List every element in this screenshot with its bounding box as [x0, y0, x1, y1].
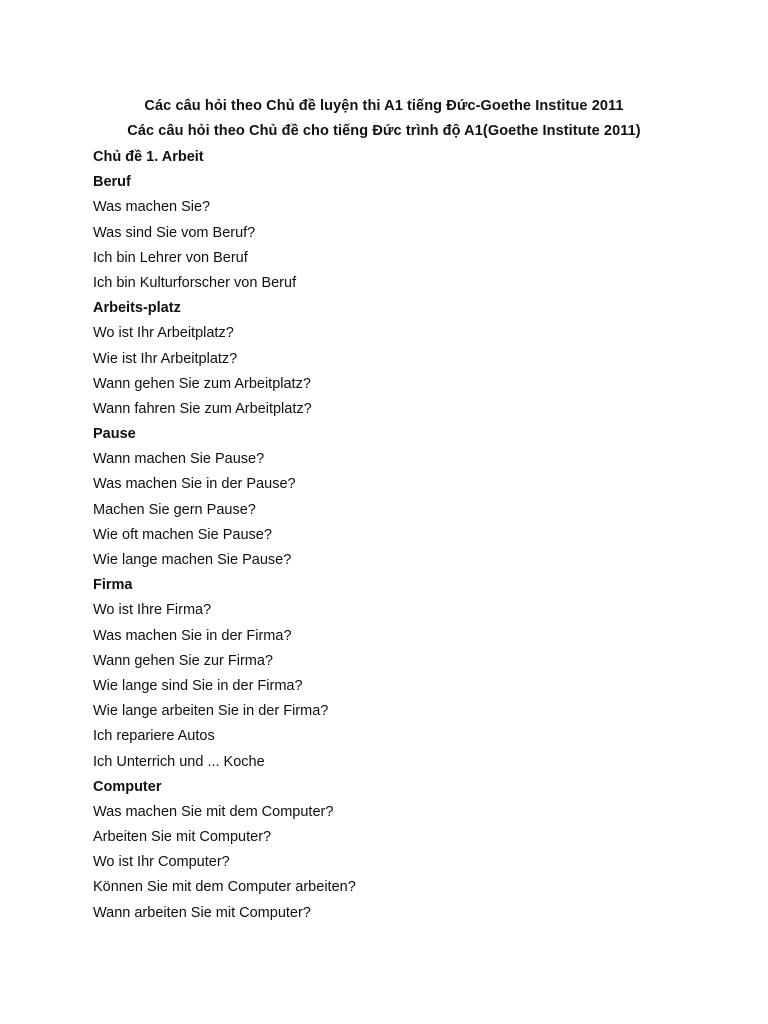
section-heading: Computer	[93, 778, 162, 795]
text-line: Wann fahren Sie zum Arbeitplatz?	[93, 400, 312, 417]
section-heading: Firma	[93, 577, 133, 594]
text-line: Wie lange sind Sie in der Firma?	[93, 677, 303, 694]
text-line: Ich bin Kulturforscher von Beruf	[93, 274, 297, 291]
text-line: Wie lange machen Sie Pause?	[93, 552, 292, 568]
text-line: Wann machen Sie Pause?	[93, 451, 265, 468]
document-body	[93, 147, 733, 928]
section-computer	[93, 777, 733, 928]
text-line: Wie lange arbeiten Sie in der Firma?	[93, 703, 329, 720]
text-line: Ich Unterrich und ... Koche	[93, 753, 265, 770]
section-heading: Pause	[93, 426, 136, 443]
text-line: Ich repariere Autos	[93, 728, 215, 745]
text-line: Wie oft machen Sie Pause?	[93, 526, 272, 543]
section-pause	[93, 424, 733, 575]
text-line: Können Sie mit dem Computer arbeiten?	[93, 879, 356, 896]
document-title: Các câu hỏi theo Chủ đề luyện thi A1 tiếng Đức-Goethe Institue 2011	[144, 98, 624, 114]
topic-heading: Chủ đề 1. Arbeit	[93, 149, 204, 165]
section-beruf	[93, 172, 733, 298]
text-line: Wann gehen Sie zum Arbeitplatz?	[93, 375, 311, 392]
text-line: Was machen Sie in der Pause?	[93, 476, 296, 493]
document-subtitle: Các câu hỏi theo Chủ đề cho tiếng Đức trình độ A1(Goethe Institute 2011)	[127, 123, 641, 139]
text-line: Machen Sie gern Pause?	[93, 501, 256, 518]
text-line: Was sind Sie vom Beruf?	[93, 224, 256, 241]
section-arbeitsplatz	[93, 298, 733, 424]
text-line: Ich bin Lehrer von Beruf	[93, 249, 248, 266]
text-line: Arbeiten Sie mit Computer?	[93, 829, 272, 846]
section-heading: Beruf	[93, 174, 131, 191]
section-heading: Arbeits-platz	[93, 300, 181, 317]
text-line: Was machen Sie in der Firma?	[93, 627, 292, 644]
text-line: Wann arbeiten Sie mit Computer?	[93, 904, 311, 921]
text-line: Wie ist Ihr Arbeitplatz?	[93, 350, 238, 367]
text-line: Wo ist Ihr Arbeitplatz?	[93, 325, 234, 342]
text-line: Was machen Sie mit dem Computer?	[93, 803, 334, 820]
text-line: Was machen Sie?	[93, 199, 211, 216]
text-line: Wo ist Ihr Computer?	[93, 854, 230, 871]
text-line: Wo ist Ihre Firma?	[93, 602, 212, 619]
text-line: Wann gehen Sie zur Firma?	[93, 652, 273, 669]
section-firma	[93, 575, 733, 777]
